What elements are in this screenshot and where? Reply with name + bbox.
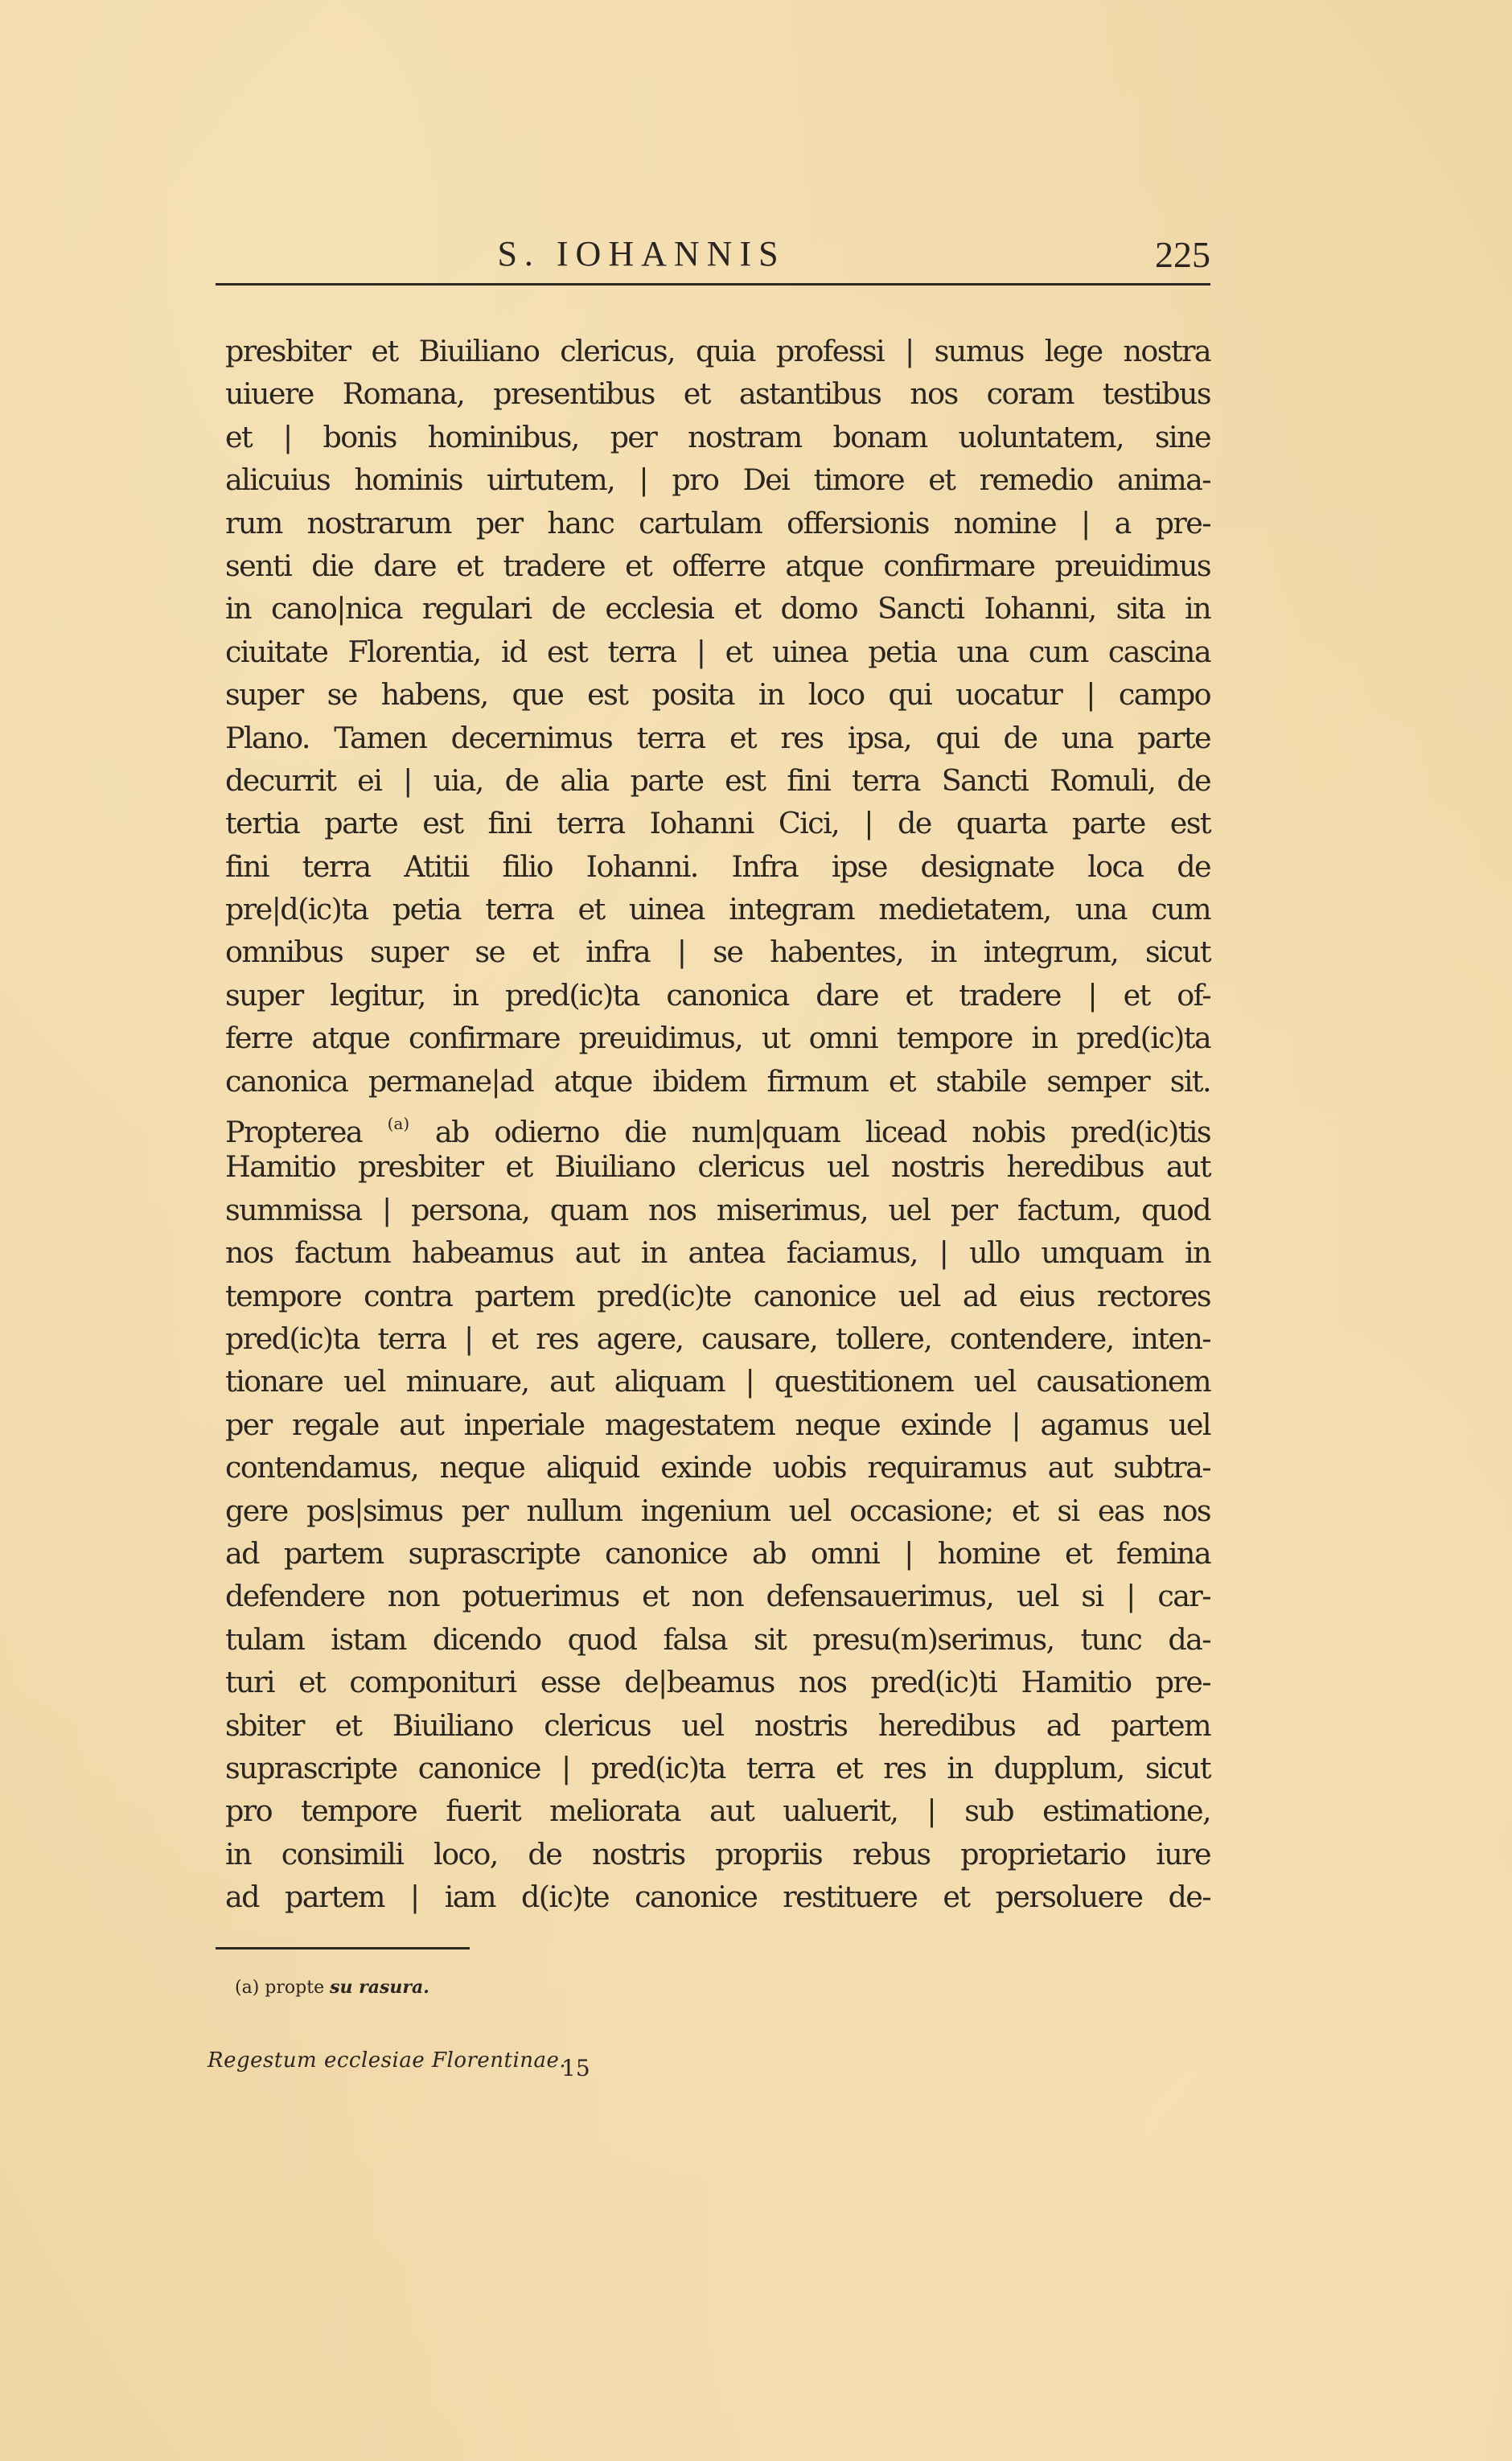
text-line: omnibus super se et infra | se habentes, in integrum, sicut — [225, 935, 1210, 970]
text-line: fini terra Atitii filio Iohanni. Infra ipse designate loca de — [225, 848, 1210, 884]
text-line: ad partem suprascripte canonice ab omni | homine et femina — [225, 1535, 1210, 1571]
footnote-note: su rasura. — [330, 1977, 429, 1998]
text-line: defendere non potuerimus et non defensauerimus, uel si | car- — [225, 1579, 1210, 1614]
text-line: gere pos|simus per nullum ingenium uel occasione; et si eas nos — [225, 1493, 1210, 1528]
text-line: Hamitio presbiter et Biuiliano clericus uel nostris heredibus aut — [225, 1149, 1210, 1185]
document-body — [225, 330, 1210, 1918]
text-line: nos factum habeamus aut in antea faciamus, | ullo umquam in — [225, 1235, 1210, 1271]
text-line: per regale aut inperiale magestatem neque exinde | agamus uel — [225, 1407, 1210, 1442]
propterea-word: Propterea — [225, 1115, 363, 1150]
text-line: ad partem | iam d(ic)te canonice restituere et persoluere de- — [225, 1880, 1210, 1915]
running-title: S. IOHANNIS — [497, 234, 786, 273]
text-line: pro tempore fuerit meliorata aut ualuerit, | sub estimatione, — [225, 1793, 1210, 1829]
text-line: pred(ic)ta terra | et res agere, causare, tollere, contendere, inten- — [225, 1321, 1210, 1356]
text-line: summissa | persona, quam nos miserimus, uel per factum, quod — [225, 1192, 1210, 1227]
text-line: sbiter et Biuiliano clericus uel nostris heredibus ad partem — [225, 1707, 1210, 1743]
header-rule — [216, 283, 1210, 286]
text-line: ferre atque confirmare preuidimus, ut omni tempore in pred(ic)ta — [225, 1021, 1210, 1056]
text-line: alicuius hominis uirtutem, | pro Dei timore et remedio anima- — [225, 462, 1210, 498]
text-line: super se habens, que est posita in loco qui uocatur | campo — [225, 677, 1210, 713]
propterea-rest: ab odierno die num|quam licead nobis pred(ic)tis — [434, 1115, 1210, 1150]
text-line: decurrit ei | uia, de alia parte est fini terra Sancti Romuli, de — [225, 762, 1210, 798]
footnote-reference: (a) — [387, 1114, 410, 1134]
text-line: tulam istam dicendo quod falsa sit presu(m)serimus, tunc da- — [225, 1621, 1210, 1657]
text-line: in cano|nica regulari de ecclesia et domo Sancti Iohanni, sita in — [225, 591, 1210, 627]
text-line: contendamus, neque aliquid exinde uobis requiramus aut subtra- — [225, 1450, 1210, 1485]
text-line: uiuere Romana, presentibus et astantibus nos coram testibus — [225, 376, 1210, 412]
text-line: tertia parte est fini terra Iohanni Cici, | de quarta parte est — [225, 806, 1210, 841]
text-line: tempore contra partem pred(ic)te canonice uel ad eius rectores — [225, 1278, 1210, 1313]
text-line: super legitur, in pred(ic)ta canonica dare et tradere | et of- — [225, 977, 1210, 1013]
text-line: canonica permane|ad atque ibidem firmum et stabile semper sit. — [225, 1063, 1210, 1099]
running-head — [225, 233, 1210, 281]
text-line: presbiter et Biuiliano clericus, quia professi | sumus lege nostra — [225, 334, 1210, 368]
text-line: Plano. Tamen decernimus terra et res ipsa, qui de una parte — [225, 720, 1210, 755]
text-line: rum nostrarum per hanc cartulam offersionis nomine | a pre- — [225, 505, 1210, 540]
text-line: ciuitate Florentia, id est terra | et uinea petia una cum cascina — [225, 634, 1210, 669]
footnote — [235, 1977, 429, 1998]
text-line: turi et componituri esse de|beamus nos pred(ic)ti Hamitio pre- — [225, 1665, 1210, 1700]
page-number: 225 — [1155, 234, 1210, 275]
signature-title: Regestum ecclesiae Florentinae. — [207, 2048, 567, 2073]
text-line: tionare uel minuare, aut aliquam | questitionem uel causationem — [225, 1364, 1210, 1399]
text-line: et | bonis hominibus, per nostram bonam uoluntatem, sine — [225, 419, 1210, 454]
footnote-word: propte — [265, 1978, 325, 1998]
text-line: suprascripte canonice | pred(ic)ta terra et res in dupplum, sicut — [225, 1750, 1210, 1785]
footnote-rule — [216, 1947, 470, 1949]
text-line: pre|d(ic)ta petia terra et uinea integram medietatem, una cum — [225, 892, 1210, 927]
text-line: in consimili loco, de nostris propriis rebus proprietario iure — [225, 1836, 1210, 1871]
text-line: senti die dare et tradere et offerre atque confirmare preuidimus — [225, 548, 1210, 583]
text-line-propterea — [225, 1103, 1210, 1150]
signature-mark: 15 — [561, 2055, 590, 2081]
footnote-marker: (a) — [235, 1978, 260, 1998]
